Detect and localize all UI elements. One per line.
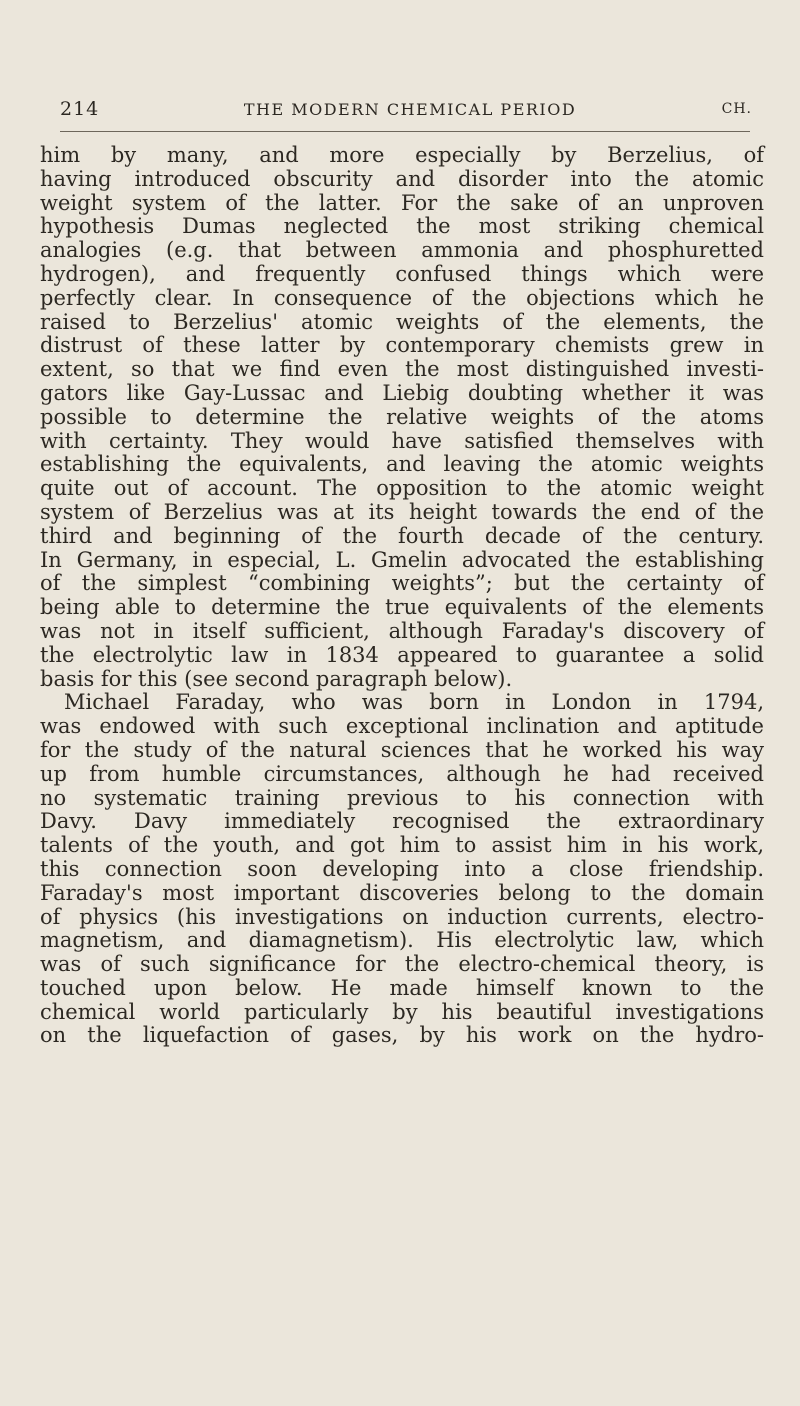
text-line: talents of the youth, and got him to assist him in his work, [40, 833, 764, 858]
text-line: of physics (his investigations on induction currents, electro- [40, 904, 764, 929]
text-line: hypothesis Dumas neglected the most striking chemical [40, 214, 764, 239]
text-line: third and beginning of the fourth decade of the century. [40, 523, 764, 548]
text-line: analogies (e.g. that between ammonia and phosphuretted [40, 238, 764, 263]
text-line: system of Berzelius was at its height towards the end of the [40, 499, 764, 524]
header-rule [60, 131, 750, 132]
body-text [40, 144, 764, 1048]
text-line: no systematic training previous to his connection with [40, 785, 764, 810]
text-line: was of such significance for the electro-chemical theory, is [40, 952, 764, 977]
text-line: chemical world particularly by his beautiful investigations [40, 999, 764, 1024]
text-line: him by many, and more especially by Berzelius, of [40, 143, 764, 167]
text-line: perfectly clear. In consequence of the objections which he [40, 285, 764, 310]
text-line: basis for this (see second paragraph below). [40, 666, 513, 691]
text-line: establishing the equivalents, and leaving the atomic weights [40, 452, 764, 477]
text-line: hydrogen), and frequently confused things which were [40, 261, 764, 286]
text-line: raised to Berzelius' atomic weights of the elements, the [40, 309, 764, 334]
text-line: Michael Faraday, who was born in London in 1794, [64, 690, 764, 715]
text-line: extent, so that we find even the most distinguished investi- [40, 357, 764, 382]
text-line: magnetism, and diamagnetism). His electrolytic law, which [40, 928, 764, 953]
text-line: being able to determine the true equivalents of the elements [40, 595, 764, 620]
text-line: having introduced obscurity and disorder into the atomic [40, 166, 764, 191]
chapter-abbreviation: CH. [721, 101, 752, 117]
text-line: with certainty. They would have satisfied themselves with [40, 428, 764, 453]
page-header [40, 96, 780, 136]
text-line: of the simplest “combining weights”; but the certainty of [40, 571, 764, 596]
text-line: on the liquefaction of gases, by his work on the hydro- [40, 1023, 764, 1048]
text-line: Davy. Davy immediately recognised the extraordinary [40, 809, 764, 834]
text-line: up from humble circumstances, although he had received [40, 761, 764, 786]
text-line: was endowed with such exceptional inclination and aptitude [40, 714, 764, 739]
text-line: weight system of the latter. For the sake of an unproven [40, 190, 764, 215]
text-line: for the study of the natural sciences that he worked his way [40, 737, 764, 762]
text-line: was not in itself sufficient, although Faraday's discovery of [40, 618, 764, 643]
text-line: the electrolytic law in 1834 appeared to guarantee a solid [40, 642, 764, 667]
page-number: 214 [60, 98, 100, 120]
text-line: In Germany, in especial, L. Gmelin advocated the establishing [40, 547, 764, 572]
text-line: Faraday's most important discoveries belong to the domain [40, 880, 764, 905]
text-line: quite out of account. The opposition to the atomic weight [40, 476, 764, 501]
text-line: distrust of these latter by contemporary chemists grew in [40, 333, 764, 358]
text-line: this connection soon developing into a close friendship. [40, 856, 764, 881]
text-line: gators like Gay-Lussac and Liebig doubting whether it was [40, 380, 764, 405]
text-line: possible to determine the relative weights of the atoms [40, 404, 764, 429]
running-title: THE MODERN CHEMICAL PERIOD [243, 100, 577, 119]
text-line: touched upon below. He made himself known to the [40, 975, 764, 1000]
